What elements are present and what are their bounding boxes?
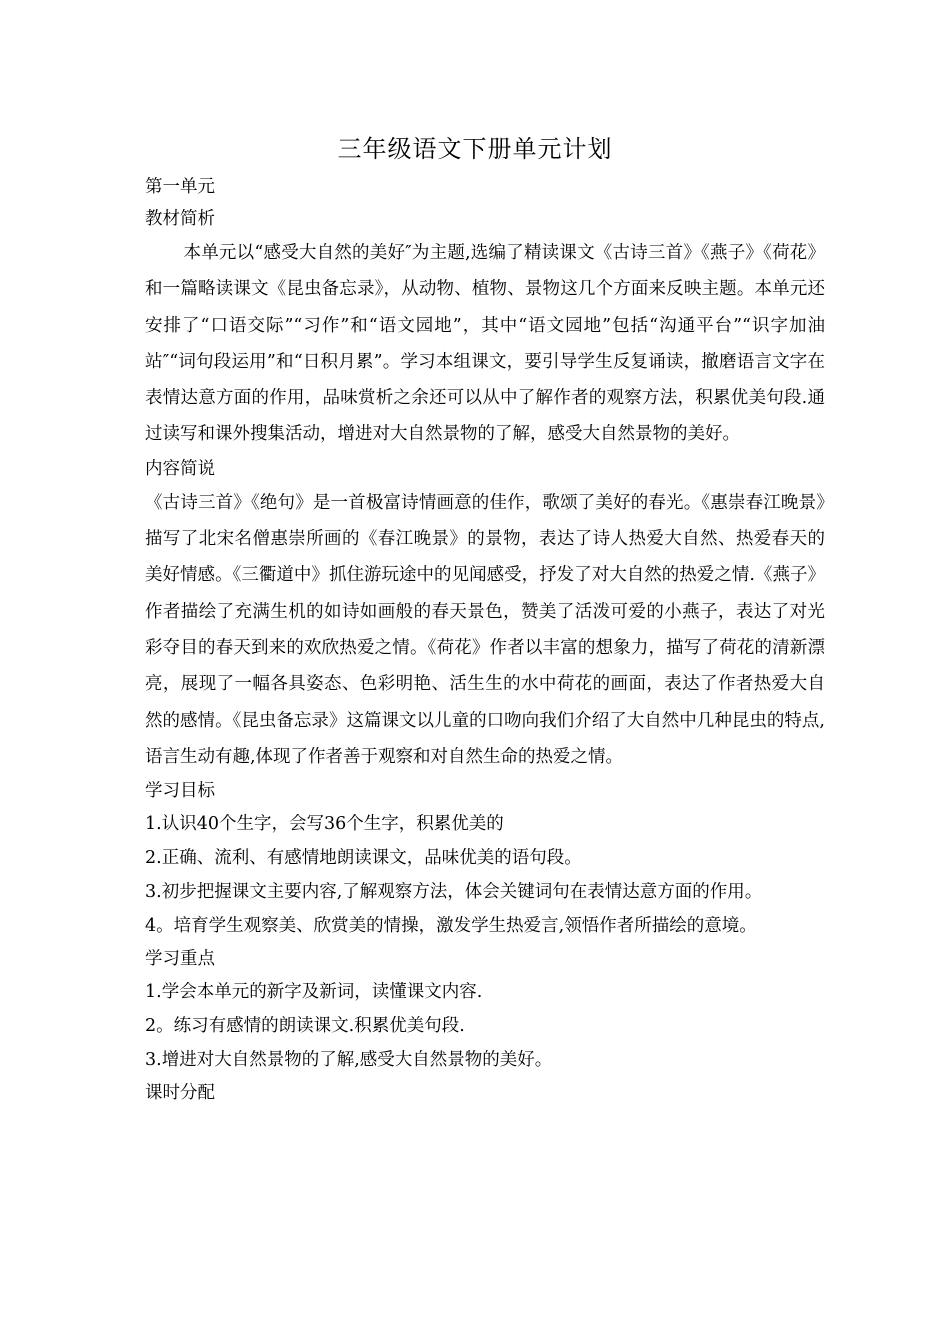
section-heading-focus: 学习重点 xyxy=(145,949,215,970)
goal-item: 1.认识40个生字，会写36个生字，积累优美的 xyxy=(145,814,504,835)
focus-item: 3.增进对大自然景物的了解,感受大自然景物的美好。 xyxy=(145,1050,553,1071)
document-title: 三年级语文下册单元计划 xyxy=(337,135,613,163)
focus-item: 1.学会本单元的新字及新词，读懂课文内容. xyxy=(145,982,483,1003)
goal-item: 3.初步把握课文主要内容,了解观察方法，体会关键词句在表情达意方面的作用。 xyxy=(145,882,763,903)
content-paragraph: 《古诗三首》《绝句》是一首极富诗情画意的佳作，歌颂了美好的春光。《惠崇春江晚景》描写了北宋名僧惠崇所画的《春江晚景》的景物，表达了诗人热爱大自然、热爱春天的美好情感。《三衢道中》抓住游玩途中的见闻感受，抒发了对大自然的热爱之情.《燕子》作者描绘了充满生机的如诗如画般的春天景色，赞美了活泼可爱的小燕子，表达了对光彩夺目的春天到来的欢欣热爱之情。《荷花》作者以丰富的想象力，描写了荷花的清新漂亮，展现了一幅各具姿态、色彩明艳、活生生的水中荷花的画面，表达了作者热爱大自然的感情。《昆虫备忘录》这篇课文以儿童的口吻向我们介绍了大自然中几种昆虫的特点,语言生动有趣,体现了作者善于观察和对自然生命的热爱之情。 xyxy=(145,492,825,767)
section-heading-analysis: 教材简析 xyxy=(145,209,215,229)
focus-item: 2。练习有感情的朗读课文.积累优美句段. xyxy=(145,1016,465,1037)
goal-item: 2.正确、流利、有感情地朗读课文，品味优美的语句段。 xyxy=(145,848,582,869)
section-heading-goals: 学习目标 xyxy=(145,781,215,802)
section-heading-content: 内容简说 xyxy=(145,458,215,479)
section-heading-schedule: 课时分配 xyxy=(145,1083,215,1104)
document-body xyxy=(145,171,825,1109)
goal-item: 4。培育学生观察美、欣赏美的情操，激发学生热爱言,领悟作者所描绘的意境。 xyxy=(145,916,757,937)
unit-label: 第一单元 xyxy=(145,177,215,197)
analysis-paragraph: 本单元以“感受大自然的美好″为主题,选编了精读课文《古诗三首》《燕子》《荷花》和一篇略读课文《昆虫备忘录》，从动物、植物、景物这几个方面来反映主题。本单元还安排了“口语交际”“习作”和“语文园地”，其中“语文园地”包括“沟通平台”“识字加油站″“词句段运用”和“日积月累”。学习本组课文，要引导学生反复诵读，撤磨语言文字在表情达意方面的作用，品味赏析之余还可以从中了解作者的观察方法，积累优美句段.通过读写和课外搜集活动，增进对大自然景物的了解，感受大自然景物的美好。 xyxy=(145,243,825,445)
